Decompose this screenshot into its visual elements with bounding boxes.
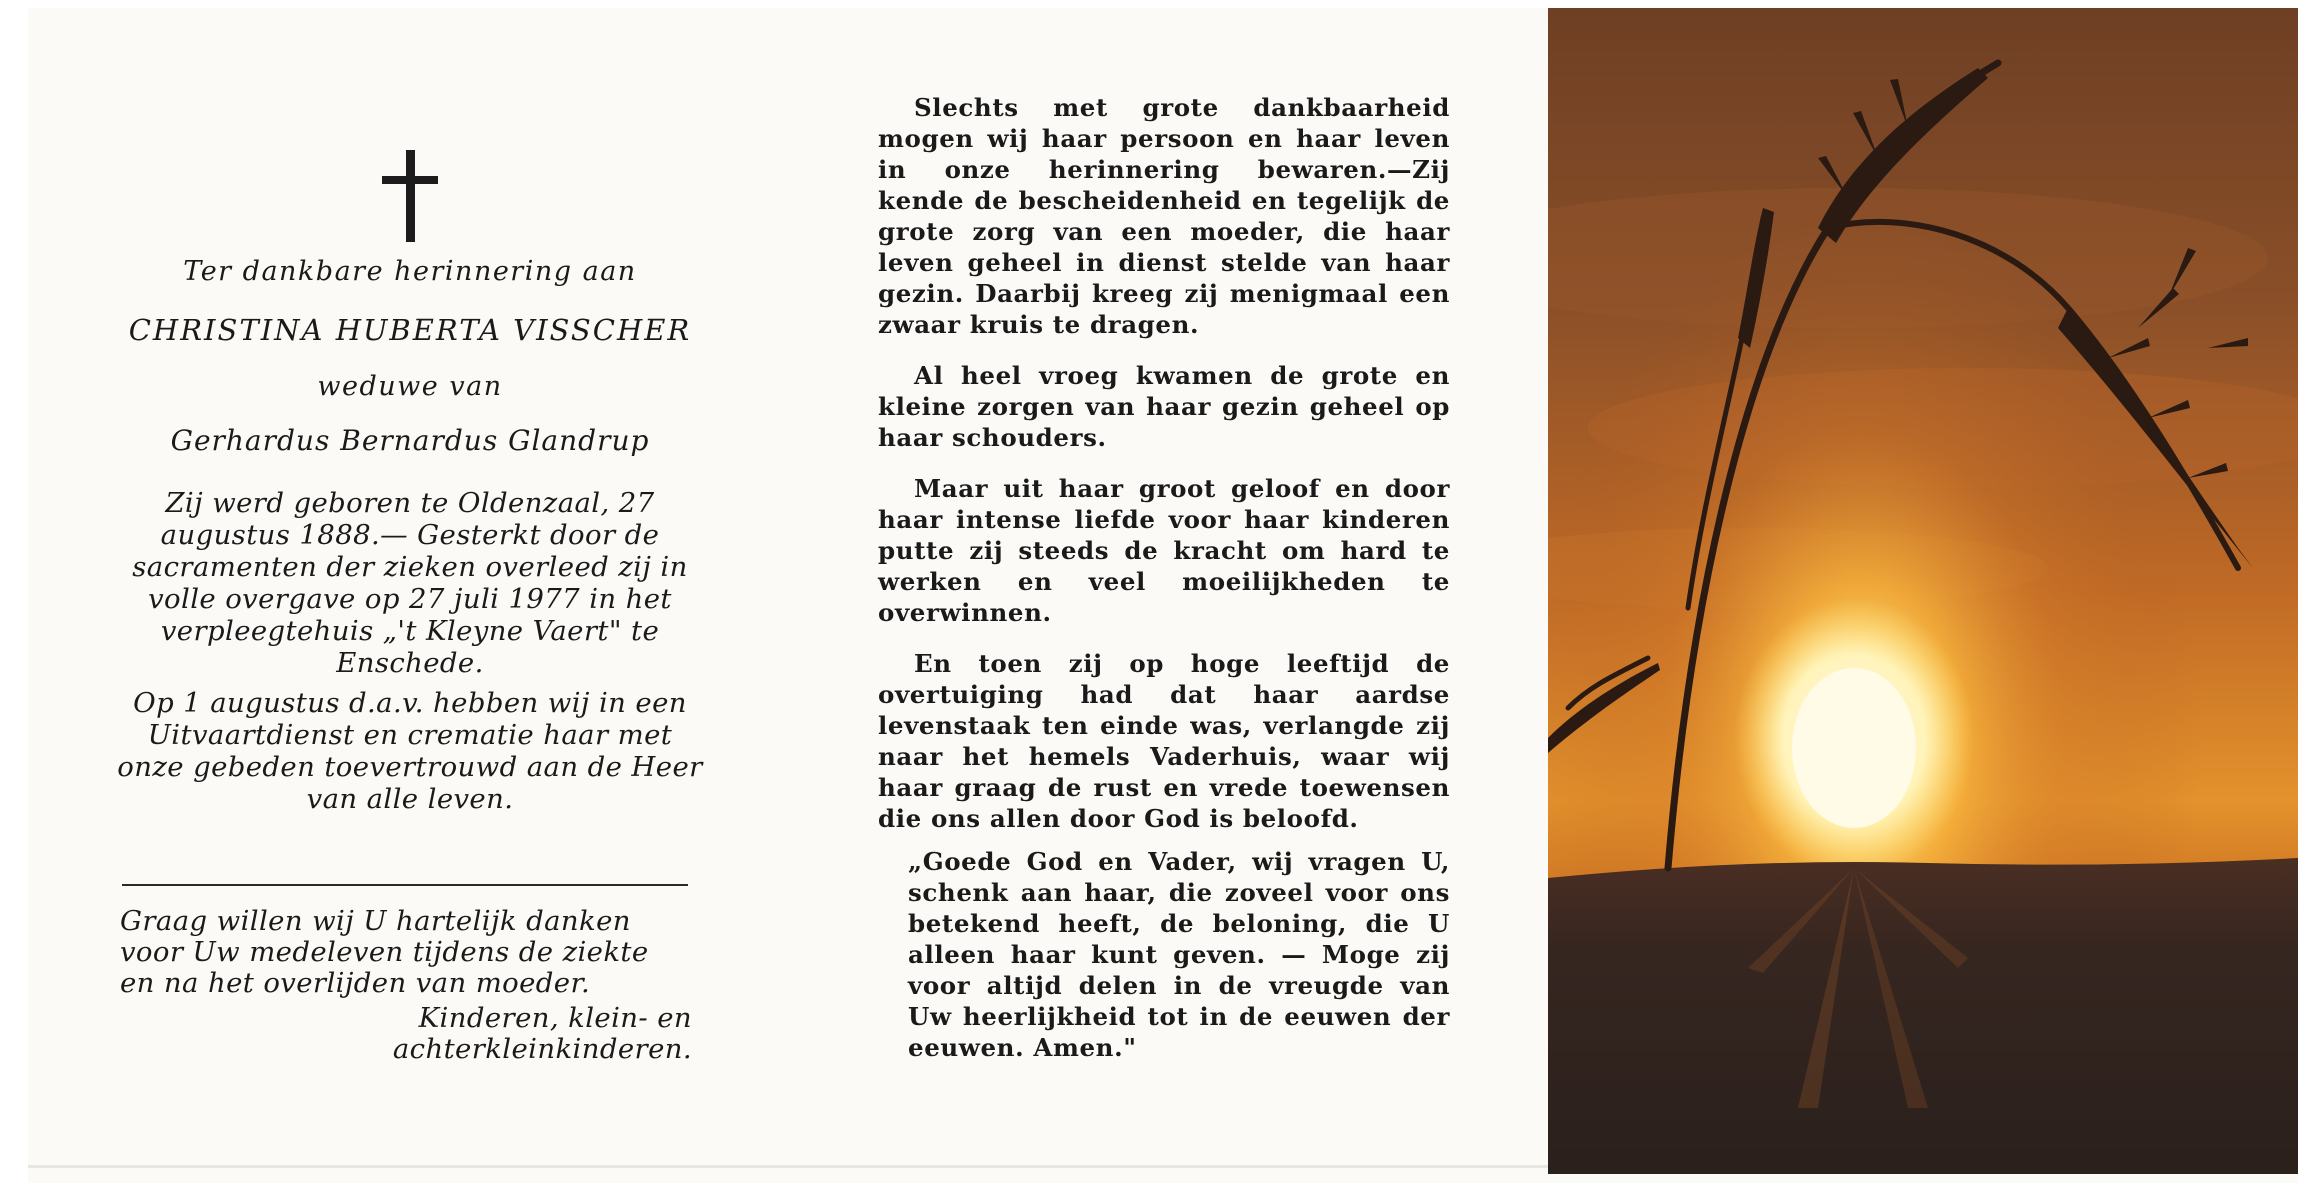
life-summary bbox=[110, 487, 710, 815]
life-paragraph-funeral: Op 1 augustus d.a.v. hebben wij in een Uitvaartdienst en crematie haar met onze gebeden toevertrouwd aan de Heer van alle leven. bbox=[117, 687, 703, 815]
deceased-name: CHRISTINA HUBERTA VISSCHER bbox=[128, 313, 692, 347]
family-signature: Kinderen, klein- en achterkleinkinderen. bbox=[392, 1002, 692, 1065]
memorial-paragraph-4: En toen zij op hoge leeftijd de overtuiging had dat haar aardse levenstaak ten einde was, verlangde zij naar het hemels Vaderhuis, waar wij haar graag de rust en vrede toewensen die ons allen door God is beloofd. bbox=[878, 649, 1450, 833]
closing-prayer: „Goede God en Vader, wij vragen U, schenk aan haar, die zoveel voor ons betekend heeft, de beloning, die U alleen haar kunt geven. — Moge zij voor altijd delen in de vreugde van Uw heerlijkheid tot in de eeuwen der eeuwen. Amen." bbox=[908, 847, 1450, 1062]
sunset-photo bbox=[1548, 8, 2298, 1174]
left-panel bbox=[110, 150, 710, 815]
card-bottom-edge bbox=[28, 1165, 1548, 1168]
middle-panel bbox=[878, 92, 1450, 1063]
cross-icon bbox=[382, 150, 438, 242]
section-divider bbox=[122, 884, 688, 886]
thanks-text: Graag willen wij U hartelijk danken voor Uw medeleven tijdens de ziekte en na het overlijden van moeder. bbox=[120, 905, 649, 999]
memorial-paragraph-1: Slechts met grote dankbaarheid mogen wij haar persoon en haar leven in onze herinnering bewaren.—Zij kende de bescheidenheid en tegelijk de grote zorg van een moeder, die haar leven geheel in dienst stelde van haar gezin. Daarbij kreeg zij menigmaal een zwaar kruis te dragen. bbox=[878, 93, 1450, 339]
memorial-paragraph-3: Maar uit haar groot geloof en door haar intense liefde voor haar kinderen putte zij steeds de kracht om hard te werken en veel moeilijkheden te overwinnen. bbox=[878, 474, 1450, 627]
memorial-paragraph-2: Al heel vroeg kwamen de grote en kleine zorgen van haar gezin geheel op haar schouders. bbox=[878, 361, 1450, 452]
thanks-section bbox=[120, 906, 692, 1065]
life-paragraph-birth-death: Zij werd geboren te Oldenzaal, 27 augustus 1888.— Gesterkt door de sacramenten der zieken overleed zij in volle overgave op 27 juli 1977 in het verpleegtehuis „'t Kleyne Vaert" te Enschede. bbox=[132, 487, 688, 679]
widow-label: weduwe van bbox=[317, 371, 503, 402]
intro-line: Ter dankbare herinnering aan bbox=[183, 256, 637, 287]
sunset-grain-image bbox=[1548, 8, 2298, 1174]
husband-name: Gerhardus Bernardus Glandrup bbox=[170, 424, 650, 457]
